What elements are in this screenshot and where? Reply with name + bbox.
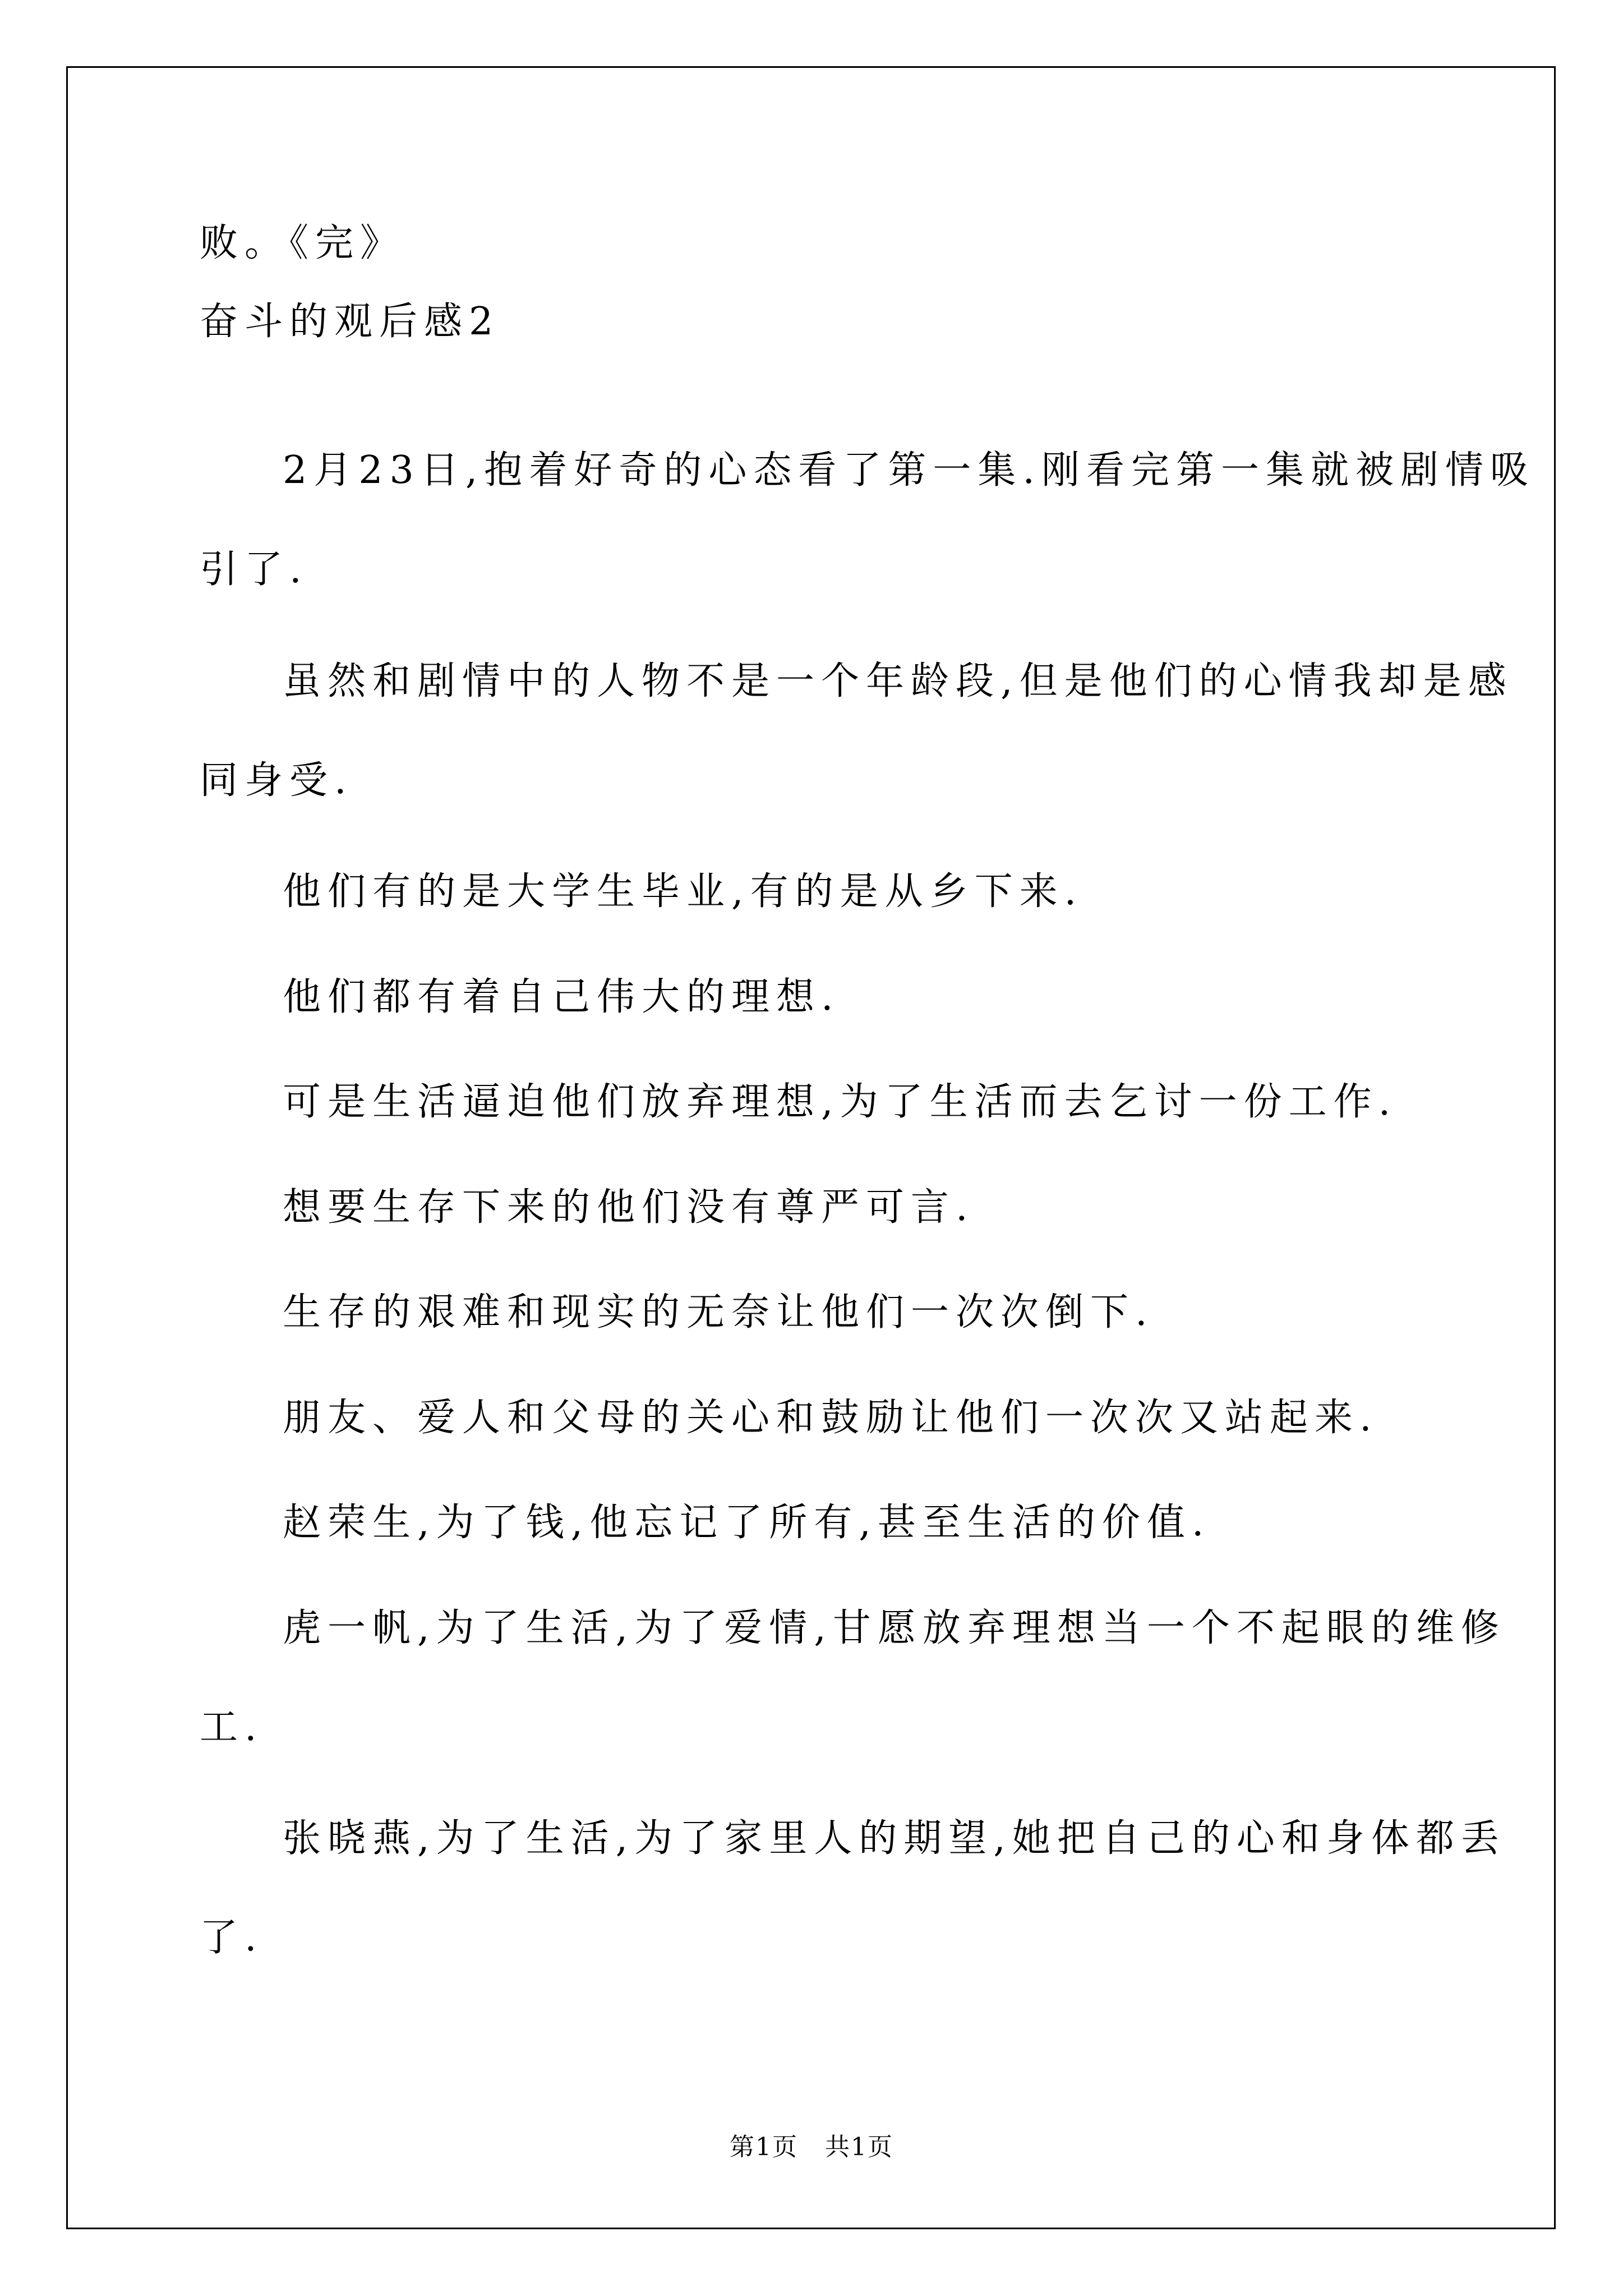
page-number-footer: 第1页 共1页 xyxy=(730,2133,893,2161)
paragraph-line: 了. xyxy=(200,1916,264,1960)
paragraph-line: 生存的艰难和现实的无奈让他们一次次倒下. xyxy=(283,1290,1154,1335)
paragraph-line: 可是生活逼迫他们放弃理想,为了生活而去乞讨一份工作. xyxy=(283,1080,1398,1124)
paragraph-line: 朋友、爱人和父母的关心和鼓励让他们一次次又站起来. xyxy=(283,1396,1378,1440)
paragraph-line: 同身受. xyxy=(200,758,353,803)
paragraph-line: 他们都有着自己伟大的理想. xyxy=(283,975,840,1019)
paragraph-line: 引了. xyxy=(200,547,308,592)
paragraph-line: 他们有的是大学生毕业,有的是从乡下来. xyxy=(283,869,1083,914)
section-title: 奋斗的观后感2 xyxy=(200,300,500,344)
page-frame xyxy=(66,66,1556,2229)
paragraph-line: 工. xyxy=(200,1705,264,1750)
paragraph-line: 2月23日,抱着好奇的心态看了第一集.刚看完第一集就被剧情吸 xyxy=(283,448,1536,493)
paragraph-line: 虎一帆,为了生活,为了爱情,甘愿放弃理想当一个不起眼的维修 xyxy=(283,1606,1506,1650)
paragraph-line: 赵荣生,为了钱,他忘记了所有,甚至生活的价值. xyxy=(283,1501,1211,1545)
paragraph-line: 张晓燕,为了生活,为了家里人的期望,她把自己的心和身体都丢 xyxy=(283,1816,1506,1861)
text-line-ending: 败。《完》 xyxy=(200,221,405,265)
paragraph-line: 虽然和剧情中的人物不是一个年龄段,但是他们的心情我却是感 xyxy=(283,659,1513,703)
paragraph-line: 想要生存下来的他们没有尊严可言. xyxy=(283,1185,975,1230)
